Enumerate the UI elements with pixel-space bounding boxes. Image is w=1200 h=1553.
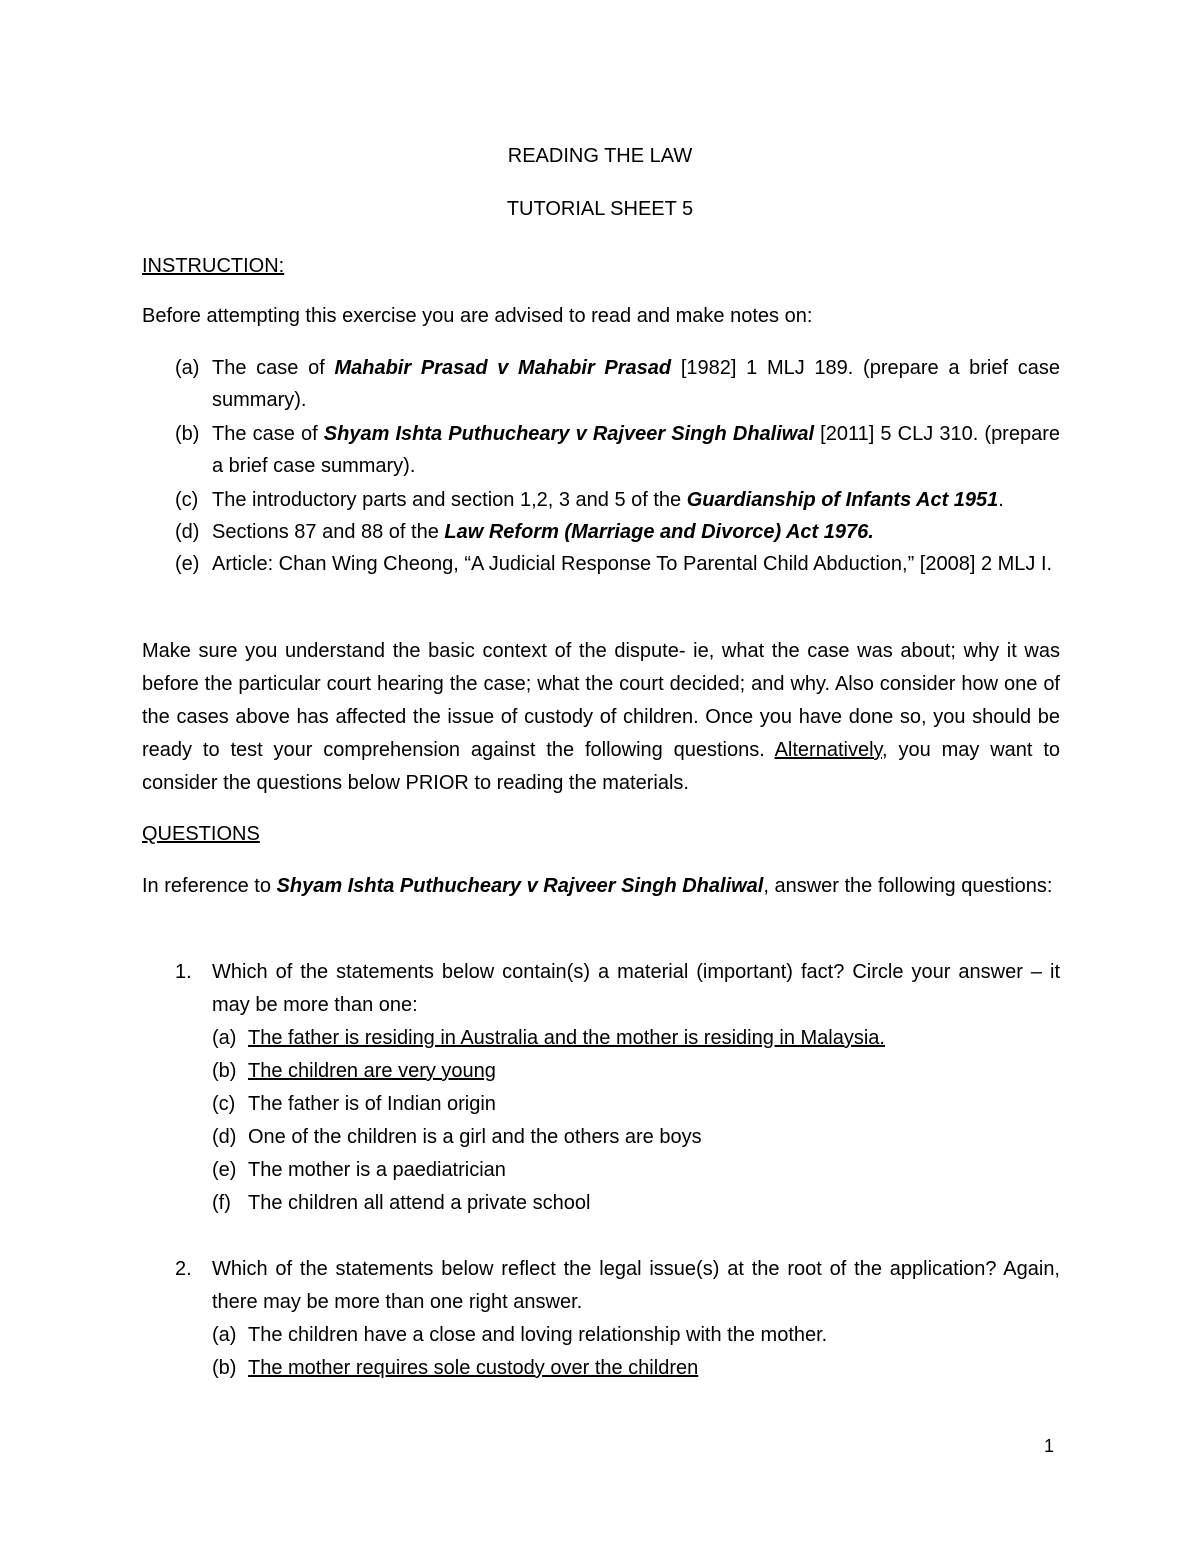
q1-option-d: (d) One of the children is a girl and the others are boys [212,1121,1060,1154]
question-1 [175,956,1060,1022]
question-text: Which of the statements below contain(s) a material (important) fact? Circle your answer – it may be more than one: [212,961,1060,1016]
reading-item-e: (e) Article: Chan Wing Cheong, “A Judicial Response To Parental Child Abduction,” [2008] 2 MLJ I. [175,548,1060,580]
reading-item-d: (d) Sections 87 and 88 of the Law Reform (Marriage and Divorce) Act 1976. [175,516,1060,548]
page-number: 1 [1043,1436,1054,1456]
case-name: Mahabir Prasad v Mahabir Prasad [334,357,672,379]
option-text: The mother is a paediatrician [248,1159,506,1181]
context-paragraph: Make sure you understand the basic context of the dispute- ie, what the case was about; why it was before the particular court hearing the case; what the court decided; and why. Also consider how one of the cases above has affected the issue of custody of children. Once you have done so, you should be ready to test your comprehension against the following questions. Alternatively, you may want to consider the questions below PRIOR to reading the materials. [142,640,1061,794]
case-name: Shyam Ishta Puthucheary v Rajveer Singh Dhaliwal [323,423,815,445]
act-name: Guardianship of Infants Act 1951 [686,489,999,511]
q2-option-a: (a) The children have a close and loving relationship with the mother. [212,1319,1060,1352]
question-text: Which of the statements below reflect the legal issue(s) at the root of the application? Again, there may be more than one right answer. [212,1258,1060,1313]
option-text: The mother requires sole custody over the children [248,1357,699,1379]
reading-label: (b) [175,423,200,445]
document-title: READING THE LAW [507,145,693,167]
document-subtitle: TUTORIAL SHEET 5 [506,198,694,220]
question-number: 1. [175,961,192,983]
option-text: The father is of Indian origin [248,1093,496,1115]
q2-option-b: (b) The mother requires sole custody over the children [212,1352,1060,1385]
case-name: Shyam Ishta Puthucheary v Rajveer Singh Dhaliwal [276,875,764,897]
option-text: One of the children is a girl and the others are boys [248,1126,702,1148]
reading-label: (d) [175,521,200,543]
option-text: The children are very young [248,1060,496,1082]
reading-item-a: (a) The case of Mahabir Prasad v Mahabir Prasad [1982] 1 MLJ 189. (prepare a brief case summary). [175,352,1060,416]
reading-item-c: (c) The introductory parts and section 1,2, 3 and 5 of the Guardianship of Infants Act 1951. [175,484,1060,516]
option-text: The children all attend a private school [248,1192,591,1214]
reading-label: (c) [175,489,199,511]
option-text: The father is residing in Australia and the mother is residing in Malaysia. [248,1027,885,1049]
intro-text: Before attempting this exercise you are advised to read and make notes on: [142,305,813,327]
q1-option-c: (c) The father is of Indian origin [212,1088,1060,1121]
alternatively-word: Alternatively [774,739,883,761]
instruction-heading: INSTRUCTION: [142,255,285,277]
question-number: 2. [175,1258,192,1280]
reading-item-b: (b) The case of Shyam Ishta Puthucheary v Rajveer Singh Dhaliwal [2011] 5 CLJ 310. (prepare a brief case summary). [175,418,1060,482]
q1-option-f: (f) The children all attend a private school [212,1187,1060,1220]
q1-option-a: (a) The father is residing in Australia and the mother is residing in Malaysia. [212,1022,1060,1055]
option-text: The children have a close and loving relationship with the mother. [248,1324,828,1346]
questions-heading: QUESTIONS [142,823,260,845]
q1-option-b: (b) The children are very young [212,1055,1060,1088]
question-2 [175,1253,1060,1319]
act-name: Law Reform (Marriage and Divorce) Act 1976. [444,521,874,543]
reading-label: (e) [175,553,200,575]
q1-option-e: (e) The mother is a paediatrician [212,1154,1060,1187]
reading-label: (a) [175,357,200,379]
reference-paragraph: In reference to Shyam Ishta Puthucheary v Rajveer Singh Dhaliwal, answer the following questions: [142,875,1053,897]
